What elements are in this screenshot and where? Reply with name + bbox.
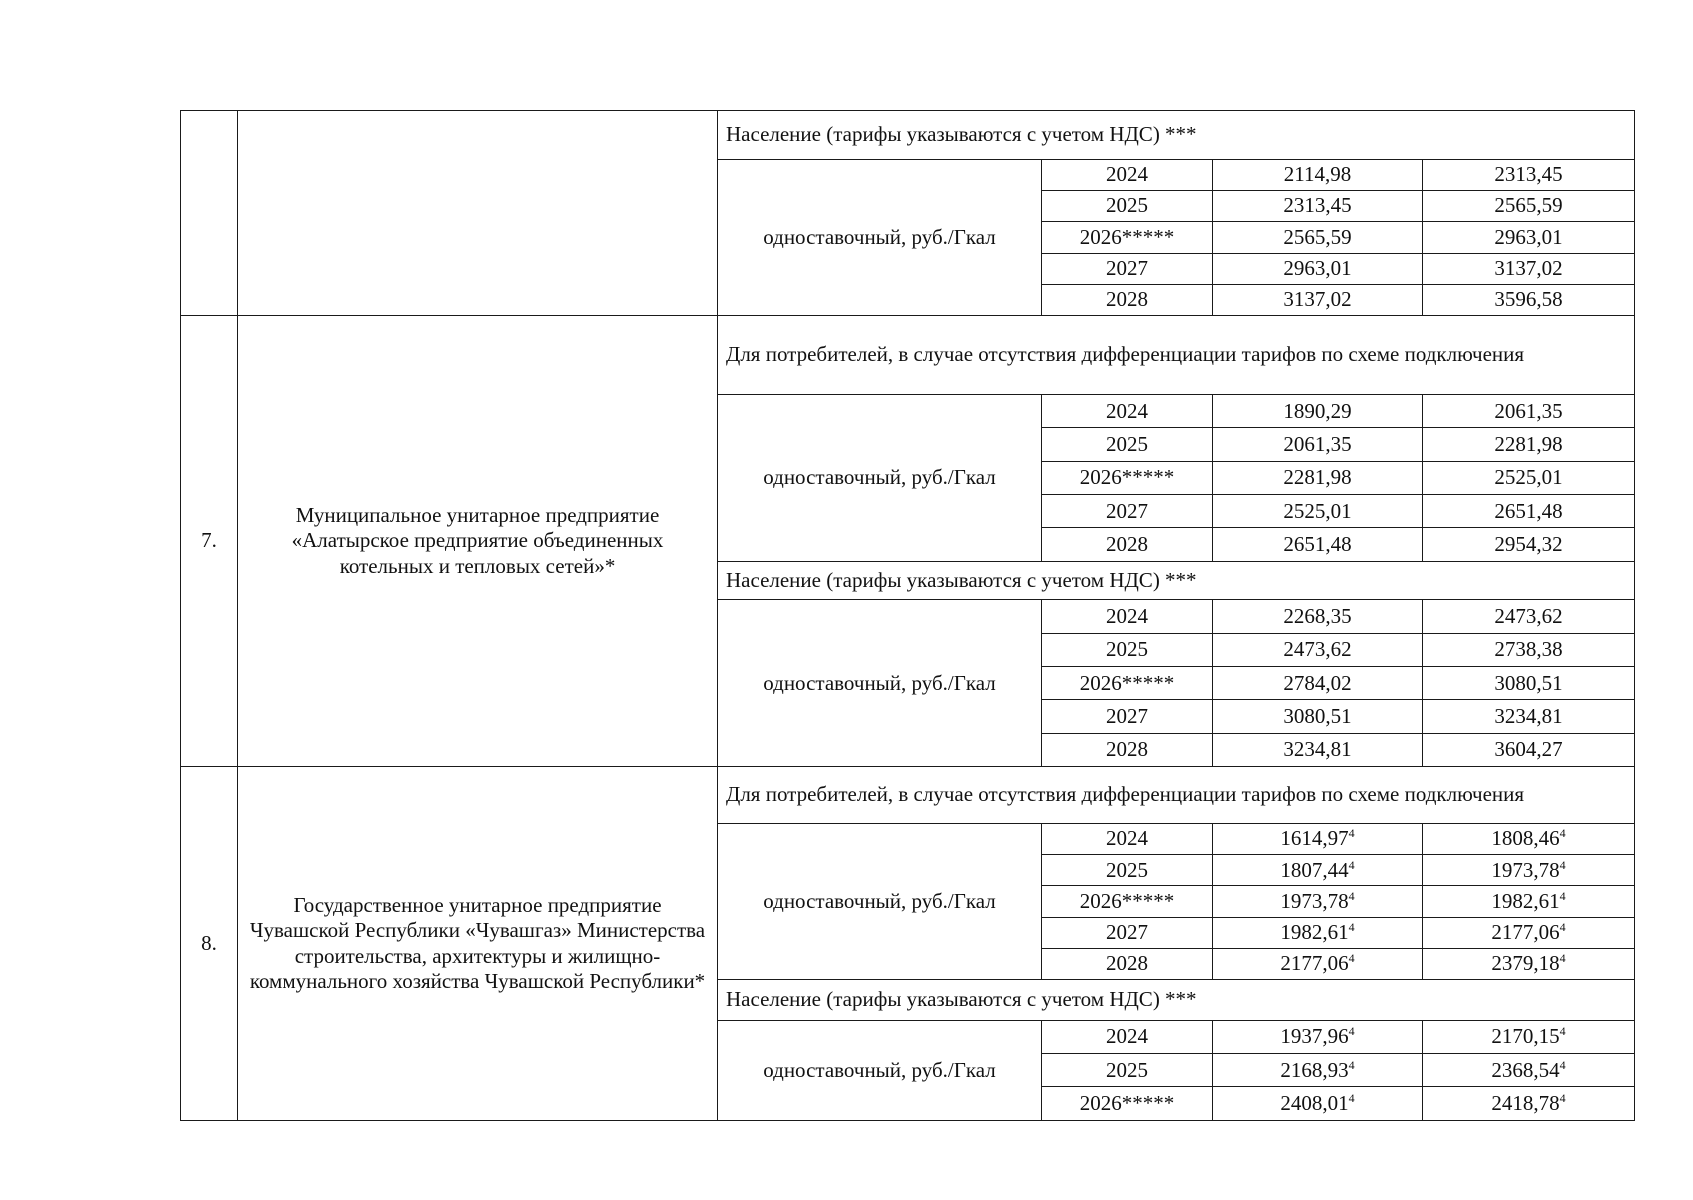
year-cell: 2025 [1042, 854, 1213, 885]
tariff-second-half-cell [1423, 917, 1635, 948]
tariff-first-half-cell [1213, 428, 1423, 461]
year-cell: 2027 [1042, 495, 1213, 528]
tariff-first-half-cell [1213, 823, 1423, 854]
tariff-table [180, 110, 1635, 1121]
year-cell: 2028 [1042, 284, 1213, 315]
tariff-first-half-cell [1213, 1054, 1423, 1087]
tariff-value: 2268,35 [1283, 603, 1352, 628]
tariff-value: 2651,48 [1494, 498, 1563, 523]
tariff-value: 2177,06 [1491, 920, 1560, 945]
consumer-group-header: Для потребителей, в случае отсутствия дифференциации тарифов по схеме подключения [718, 316, 1635, 395]
group-header-row [181, 767, 1635, 824]
tariff-value: 3234,81 [1494, 703, 1563, 728]
tariff-first-half-cell [1213, 190, 1423, 221]
rate-type-label: одноставочный, руб./Гкал [718, 159, 1042, 316]
tariff-value: 2368,54 [1491, 1057, 1560, 1082]
tariff-value: 2281,98 [1494, 431, 1563, 456]
tariff-second-half-cell [1423, 495, 1635, 528]
footnote-marker: 4 [1559, 920, 1566, 935]
tariff-first-half-cell [1213, 917, 1423, 948]
tariff-second-half-cell [1423, 733, 1635, 766]
footnote-marker: 4 [1348, 888, 1355, 903]
tariff-value: 3080,51 [1283, 703, 1352, 728]
tariff-value: 1937,96 [1280, 1024, 1349, 1049]
tariff-value: 2473,62 [1283, 637, 1352, 662]
tariff-second-half-cell [1423, 395, 1635, 428]
year-cell: 2025 [1042, 428, 1213, 461]
tariff-value: 2177,06 [1280, 951, 1349, 976]
tariff-value: 2525,01 [1283, 498, 1352, 523]
rate-type-label: одноставочный, руб./Гкал [718, 395, 1042, 562]
tariff-second-half-cell [1423, 1054, 1635, 1087]
tariff-value: 2473,62 [1494, 603, 1563, 628]
tariff-value: 1807,44 [1280, 857, 1349, 882]
tariff-value: 2565,59 [1283, 224, 1352, 249]
tariff-value: 3137,02 [1494, 256, 1563, 281]
footnote-marker: 4 [1559, 888, 1566, 903]
year-cell: 2026***** [1042, 886, 1213, 917]
year-cell: 2026***** [1042, 1087, 1213, 1121]
tariff-value: 1973,78 [1491, 857, 1560, 882]
footnote-marker: 4 [1348, 1024, 1355, 1039]
tariff-value: 2651,48 [1283, 532, 1352, 557]
year-cell: 2026***** [1042, 666, 1213, 699]
year-cell: 2024 [1042, 159, 1213, 190]
tariff-second-half-cell [1423, 222, 1635, 253]
footnote-marker: 4 [1348, 857, 1355, 872]
tariff-value: 3234,81 [1283, 737, 1352, 762]
tariff-first-half-cell [1213, 733, 1423, 766]
year-cell: 2024 [1042, 395, 1213, 428]
year-cell: 2024 [1042, 600, 1213, 633]
footnote-marker: 4 [1559, 1024, 1566, 1039]
tariff-first-half-cell [1213, 1020, 1423, 1053]
tariff-value: 1808,46 [1491, 826, 1560, 851]
tariff-first-half-cell [1213, 700, 1423, 733]
tariff-value: 2954,32 [1494, 532, 1563, 557]
rate-type-label: одноставочный, руб./Гкал [718, 600, 1042, 767]
tariff-value: 2379,18 [1491, 951, 1560, 976]
tariff-first-half-cell [1213, 1087, 1423, 1121]
tariff-first-half-cell [1213, 854, 1423, 885]
organization-name: Муниципальное унитарное предприятие «Алатырское предприятие объединенных котельных и тепловых сетей»* [238, 316, 718, 767]
tariff-value: 2738,38 [1494, 637, 1563, 662]
year-cell: 2028 [1042, 733, 1213, 766]
footnote-marker: 4 [1348, 1091, 1355, 1106]
tariff-first-half-cell [1213, 253, 1423, 284]
tariff-first-half-cell [1213, 395, 1423, 428]
footnote-marker: 4 [1559, 1057, 1566, 1072]
tariff-second-half-cell [1423, 854, 1635, 885]
tariff-value: 1614,97 [1280, 826, 1349, 851]
tariff-value: 1982,61 [1491, 888, 1560, 913]
tariff-first-half-cell [1213, 461, 1423, 494]
tariff-second-half-cell [1423, 633, 1635, 666]
group-header-row [181, 111, 1635, 160]
organization-name [238, 111, 718, 316]
tariff-value: 3137,02 [1283, 287, 1352, 312]
tariff-value: 2963,01 [1283, 256, 1352, 281]
tariff-second-half-cell [1423, 461, 1635, 494]
year-cell: 2027 [1042, 917, 1213, 948]
tariff-second-half-cell [1423, 1020, 1635, 1053]
tariff-second-half-cell [1423, 428, 1635, 461]
tariff-second-half-cell [1423, 700, 1635, 733]
year-cell: 2024 [1042, 1020, 1213, 1053]
year-cell: 2026***** [1042, 461, 1213, 494]
footnote-marker: 4 [1559, 857, 1566, 872]
year-cell: 2027 [1042, 700, 1213, 733]
tariff-value: 2784,02 [1283, 670, 1352, 695]
year-cell: 2028 [1042, 948, 1213, 979]
footnote-marker: 4 [1559, 1091, 1566, 1106]
tariff-second-half-cell [1423, 886, 1635, 917]
tariff-value: 2313,45 [1283, 193, 1352, 218]
tariff-second-half-cell [1423, 190, 1635, 221]
year-cell: 2028 [1042, 528, 1213, 561]
tariff-value: 2061,35 [1494, 398, 1563, 423]
year-cell: 2027 [1042, 253, 1213, 284]
year-cell: 2025 [1042, 190, 1213, 221]
footnote-marker: 4 [1348, 826, 1355, 841]
footnote-marker: 4 [1348, 951, 1355, 966]
year-cell: 2026***** [1042, 222, 1213, 253]
rate-type-label: одноставочный, руб./Гкал [718, 1020, 1042, 1120]
consumer-group-header: Для потребителей, в случае отсутствия дифференциации тарифов по схеме подключения [718, 767, 1635, 824]
tariff-value: 3596,58 [1494, 287, 1563, 312]
tariff-value: 2565,59 [1494, 193, 1563, 218]
organization-name: Государственное унитарное предприятие Чувашской Республики «Чувашгаз» Министерства строительства, архитектуры и жилищно-коммунального хозяйства Чувашской Республики* [238, 767, 718, 1121]
tariff-value: 2963,01 [1494, 224, 1563, 249]
tariff-first-half-cell [1213, 948, 1423, 979]
tariff-second-half-cell [1423, 284, 1635, 315]
tariff-first-half-cell [1213, 600, 1423, 633]
tariff-value: 3080,51 [1494, 670, 1563, 695]
row-number: 8. [181, 767, 238, 1121]
year-cell: 2024 [1042, 823, 1213, 854]
tariff-second-half-cell [1423, 600, 1635, 633]
tariff-first-half-cell [1213, 528, 1423, 561]
tariff-second-half-cell [1423, 159, 1635, 190]
tariff-value: 2114,98 [1283, 162, 1352, 187]
tariff-first-half-cell [1213, 666, 1423, 699]
tariff-second-half-cell [1423, 823, 1635, 854]
tariff-second-half-cell [1423, 1087, 1635, 1121]
year-cell: 2025 [1042, 1054, 1213, 1087]
tariff-value: 2418,78 [1491, 1091, 1560, 1116]
tariff-second-half-cell [1423, 948, 1635, 979]
footnote-marker: 4 [1559, 951, 1566, 966]
tariff-value: 1982,61 [1280, 920, 1349, 945]
tariff-second-half-cell [1423, 253, 1635, 284]
tariff-first-half-cell [1213, 222, 1423, 253]
tariff-value: 1973,78 [1280, 888, 1349, 913]
footnote-marker: 4 [1348, 1057, 1355, 1072]
tariff-first-half-cell [1213, 495, 1423, 528]
tariff-first-half-cell [1213, 886, 1423, 917]
tariff-first-half-cell [1213, 159, 1423, 190]
tariff-second-half-cell [1423, 666, 1635, 699]
footnote-marker: 4 [1348, 920, 1355, 935]
footnote-marker: 4 [1559, 826, 1566, 841]
year-cell: 2025 [1042, 633, 1213, 666]
tariff-value: 3604,27 [1494, 737, 1563, 762]
tariff-value: 2281,98 [1283, 465, 1352, 490]
row-number: 7. [181, 316, 238, 767]
tariff-value: 2313,45 [1494, 162, 1563, 187]
tariff-second-half-cell [1423, 528, 1635, 561]
tariff-value: 2061,35 [1283, 431, 1352, 456]
tariff-first-half-cell [1213, 633, 1423, 666]
consumer-group-header: Население (тарифы указываются с учетом НДС) *** [718, 111, 1635, 160]
tariff-value: 2168,93 [1280, 1057, 1349, 1082]
tariff-value: 2525,01 [1494, 465, 1563, 490]
consumer-group-header: Население (тарифы указываются с учетом НДС) *** [718, 561, 1635, 599]
tariff-value: 2408,01 [1280, 1091, 1349, 1116]
tariff-first-half-cell [1213, 284, 1423, 315]
rate-type-label: одноставочный, руб./Гкал [718, 823, 1042, 980]
consumer-group-header: Население (тарифы указываются с учетом НДС) *** [718, 980, 1635, 1020]
tariff-value: 2170,15 [1491, 1024, 1560, 1049]
row-number [181, 111, 238, 316]
group-header-row [181, 316, 1635, 395]
tariff-value: 1890,29 [1283, 398, 1352, 423]
